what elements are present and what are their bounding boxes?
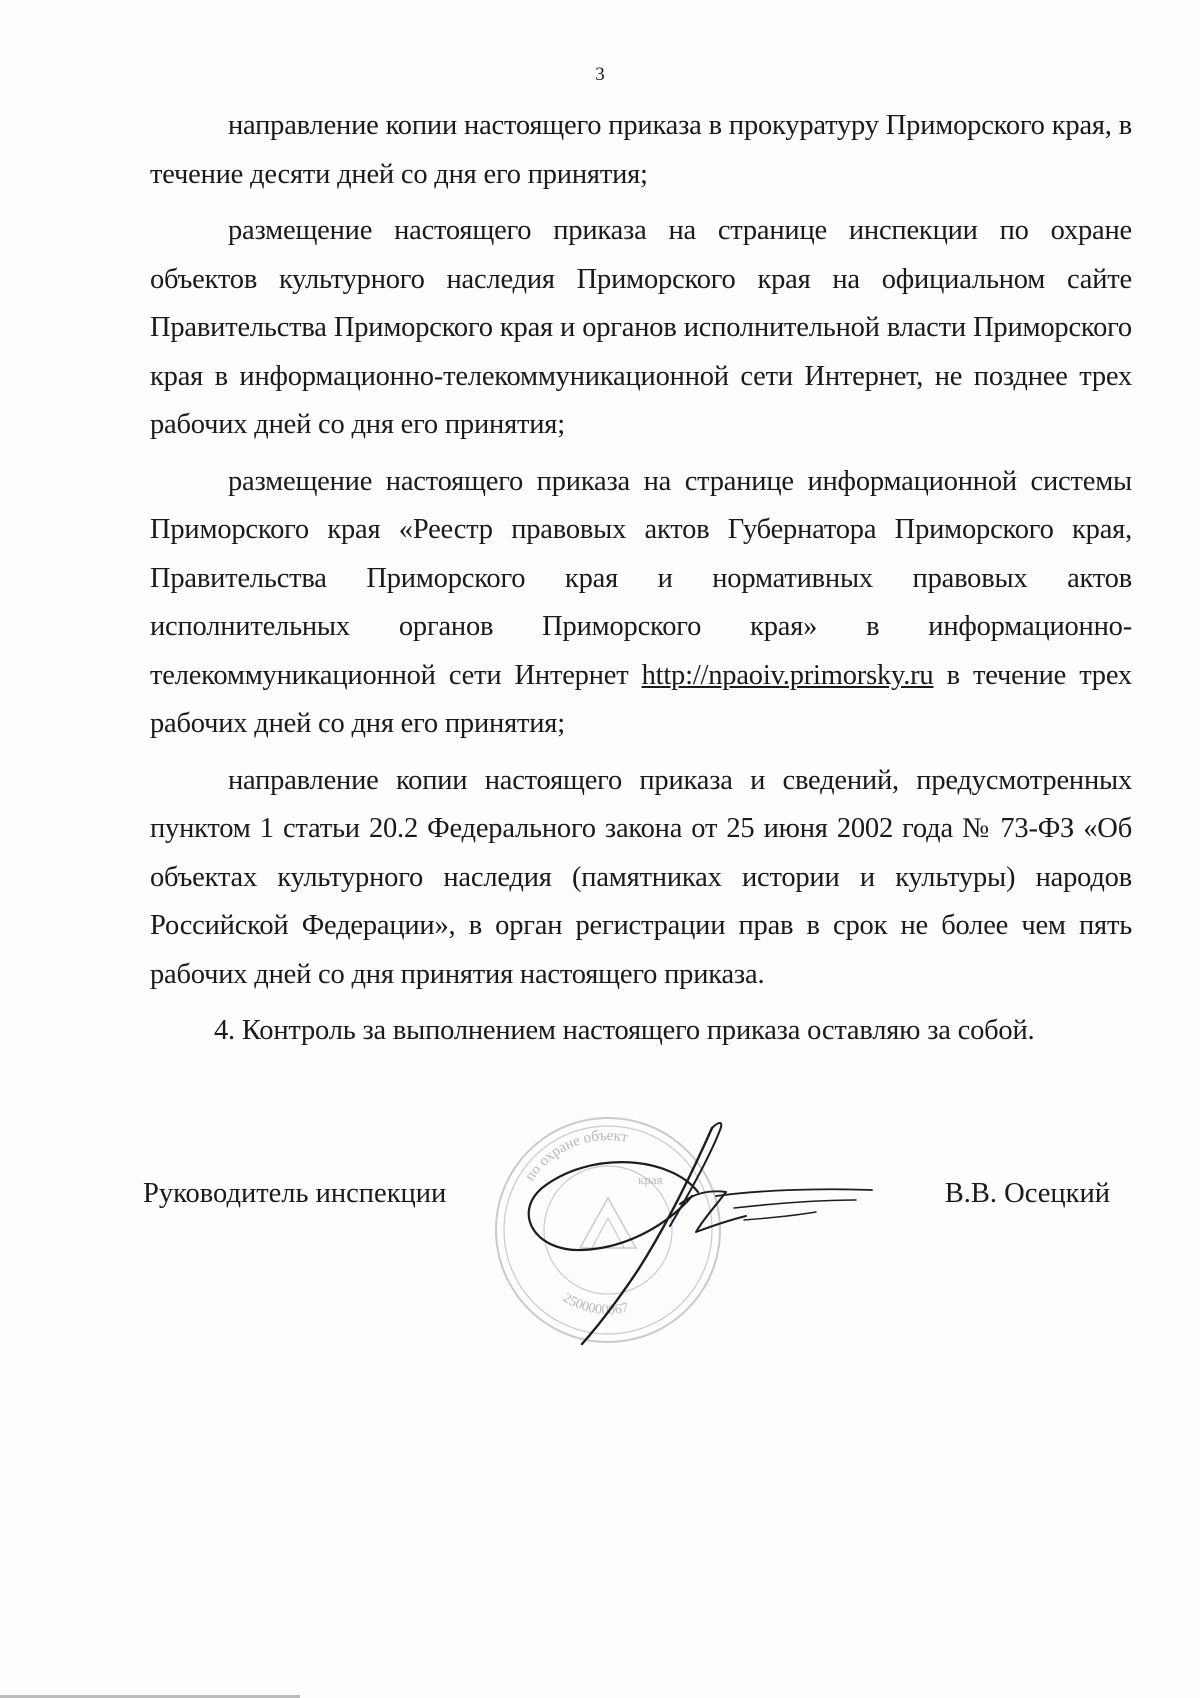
- seal-middle-text: края: [638, 1172, 663, 1187]
- signature-main-stroke: [582, 1128, 712, 1344]
- seal-bottom-text: 2500000067: [560, 1290, 630, 1319]
- registry-text-before: размещение настоящего приказа на странице информационной системы Приморского края «Реестр правовых актов Губернатора Приморского края, Правительства Приморского края и нормативных правовых актов исполнительных органов Приморского края» в информационно-телекоммуникационной сети Интернет: [150, 465, 1132, 691]
- paragraph-official-site: размещение настоящего приказа на странице инспекции по охране объектов культурного наследия Приморского края на официальном сайте Правительства Приморского края и органов исполнительной власти Приморского края в информационно-телекоммуникационной сети Интернет, не позднее трех рабочих дней со дня его принятия;: [150, 215, 1132, 440]
- seal-top-text: по охране объект: [522, 1127, 630, 1185]
- signature-loop-stroke: [529, 1162, 698, 1250]
- signature-tail-stroke-1: [716, 1189, 872, 1196]
- document-body: [150, 102, 1132, 1064]
- page-number: 3: [595, 64, 605, 85]
- paragraph-prosecutor-copy: направление копии настоящего приказа в прокуратуру Приморского края, в течение десяти дней со дня его принятия;: [150, 110, 1132, 190]
- signature-tail-stroke-3: [744, 1212, 816, 1220]
- paragraph-control: 4. Контроль за выполнением настоящего приказа оставляю за собой.: [214, 1015, 1035, 1046]
- paragraph-registration-authority: направление копии настоящего приказа и сведений, предусмотренных пунктом 1 статьи 20.2 Федерального закона от 25 июня 2002 года № 73-ФЗ «Об объектах культурного наследия (памятниках истории и культуры) народов Российской Федерации», в орган регистрации прав в срок не более чем пять рабочих дней со дня принятия настоящего приказа.: [150, 764, 1132, 990]
- signature-tail-stroke-2: [734, 1200, 856, 1208]
- registry-text-after: в течение трех рабочих дней со дня его принятия;: [150, 659, 1132, 739]
- signature-z-strokes: [680, 1191, 746, 1232]
- handwritten-signature: [520, 1100, 900, 1350]
- signatory-name: В.В. Осецкий: [944, 1178, 1110, 1209]
- signatory-position: Руководитель инспекции: [143, 1178, 447, 1209]
- paragraph-legal-registry: [150, 458, 1132, 749]
- registry-link[interactable]: http://npaoiv.primorsky.ru: [641, 659, 934, 691]
